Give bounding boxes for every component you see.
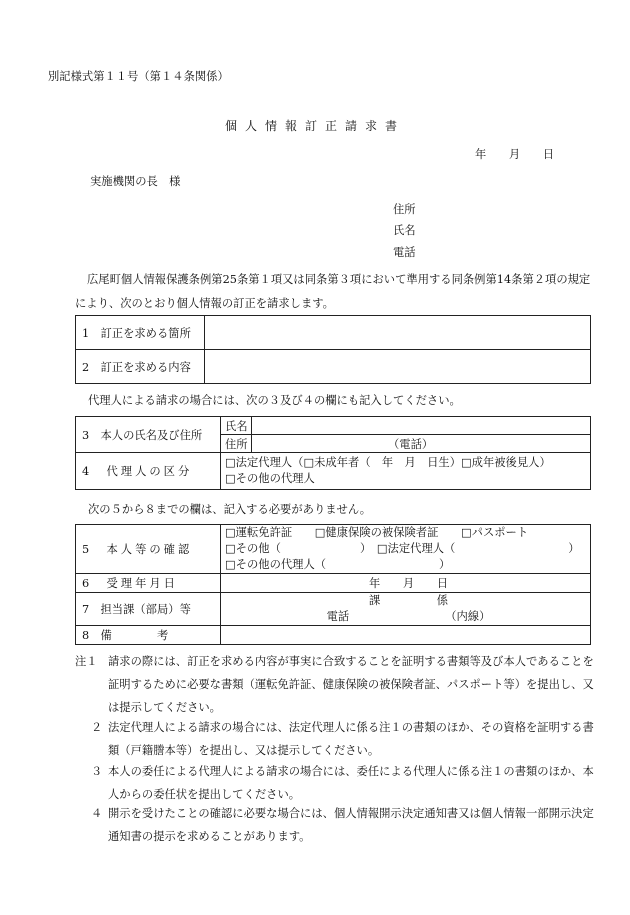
agent-type-options-line1: □法定代理人（□未成年者（ 年 月 日生）□成年被後見人） [225, 456, 551, 469]
agent-type-options-line2: □その他の代理人 [225, 472, 315, 485]
note-text: 本人の委任による代理人による請求の場合には、委任による代理人に係る注１の書類のほか、本人からの委任状を提出してください。 [108, 765, 594, 801]
principal-phone-label: （電話） [388, 437, 434, 451]
department-line1: 課 係 [368, 594, 449, 607]
note-1 [75, 650, 595, 719]
receipt-date-value: 年 月 日 [221, 574, 591, 593]
note-number: ２ [91, 721, 103, 734]
note-text: 法定代理人による請求の場合には、法定代理人に係る注１の書類のほか、その資格を証明する書類（戸籍謄本等）を提出し、又は提示してください。 [108, 721, 594, 757]
agent-type-field[interactable] [221, 453, 591, 490]
department-field [221, 593, 591, 626]
principal-address-field[interactable] [252, 435, 591, 453]
form-number-label: 別記様式第１１号（第１４条関係） [48, 70, 229, 83]
note-number: ３ [91, 765, 103, 778]
office-use-table [75, 524, 591, 645]
correction-location-label: 1 訂正を求める箇所 [76, 316, 205, 350]
table-row [76, 525, 591, 574]
requester-address-label: 住所 [393, 203, 416, 216]
correction-location-field[interactable] [205, 316, 591, 350]
note-2 [91, 716, 595, 762]
agent-note: 代理人による請求の場合には、次の３及び４の欄にも記入してください。 [88, 394, 461, 407]
note-4 [91, 802, 595, 848]
correction-content-field[interactable] [205, 350, 591, 384]
table-row [76, 417, 591, 435]
table-row [76, 574, 591, 593]
addressee: 実施機関の長 様 [90, 175, 181, 188]
identity-check-line3: □その他の代理人（ ） [225, 558, 451, 571]
department-label: 7 担当課（部局）等 [76, 593, 221, 626]
remarks-field [221, 626, 591, 645]
principal-name-address-label: 3 本人の氏名及び住所 [76, 417, 221, 453]
correction-content-label: 2 訂正を求める内容 [76, 350, 205, 384]
identity-check-line2: □その他（ ） □法定代理人（ ） [225, 542, 580, 555]
principal-name-field[interactable] [252, 417, 591, 435]
correction-table [75, 315, 591, 384]
receipt-date-label: 6 受理年月日 [76, 574, 221, 593]
department-line2: 電話 （内線） [326, 610, 491, 623]
table-row [76, 453, 591, 490]
principal-address-label: 住所 [221, 435, 252, 453]
table-row [76, 626, 591, 645]
agent-table [75, 416, 591, 490]
requester-name-label: 氏名 [393, 224, 416, 237]
table-row [76, 593, 591, 626]
table-row [76, 316, 591, 350]
no-fill-note: 次の５から８までの欄は、記入する必要がありません。 [88, 503, 372, 516]
agent-type-label: 4 代理人の区分 [76, 453, 221, 490]
identity-check-line1: □運転免許証 □健康保険の被保険者証 □パスポート [225, 526, 529, 539]
date-line: 年 月 日 [475, 148, 555, 161]
identity-check-label: 5 本人等の確認 [76, 525, 221, 574]
page-title: 個人情報訂正請求書 [224, 119, 405, 133]
note-number: 注１ [75, 655, 98, 668]
note-3 [91, 760, 595, 806]
note-text: 請求の際には、訂正を求める内容が事実に合致することを証明する書類等及び本人であることを証明するために必要な書類（運転免許証、健康保険の被保険者証、パスポート等）を提出し、又は提示してください。 [108, 655, 594, 714]
remarks-label: 8 備 考 [76, 626, 221, 645]
requester-phone-label: 電話 [393, 246, 416, 259]
identity-check-field [221, 525, 591, 574]
note-text: 開示を受けたことの確認に必要な場合には、個人情報開示決定通知書又は個人情報一部開示決定通知書の提示を求めることがあります。 [108, 807, 594, 843]
note-number: ４ [91, 807, 103, 820]
table-row [76, 350, 591, 384]
principal-name-label: 氏名 [221, 417, 252, 435]
intro-paragraph: 広尾町個人情報保護条例第25条第１項又は同条第３項において準用する同条例第14条第２項の規定により、次のとおり個人情報の訂正を請求します。 [75, 273, 591, 310]
